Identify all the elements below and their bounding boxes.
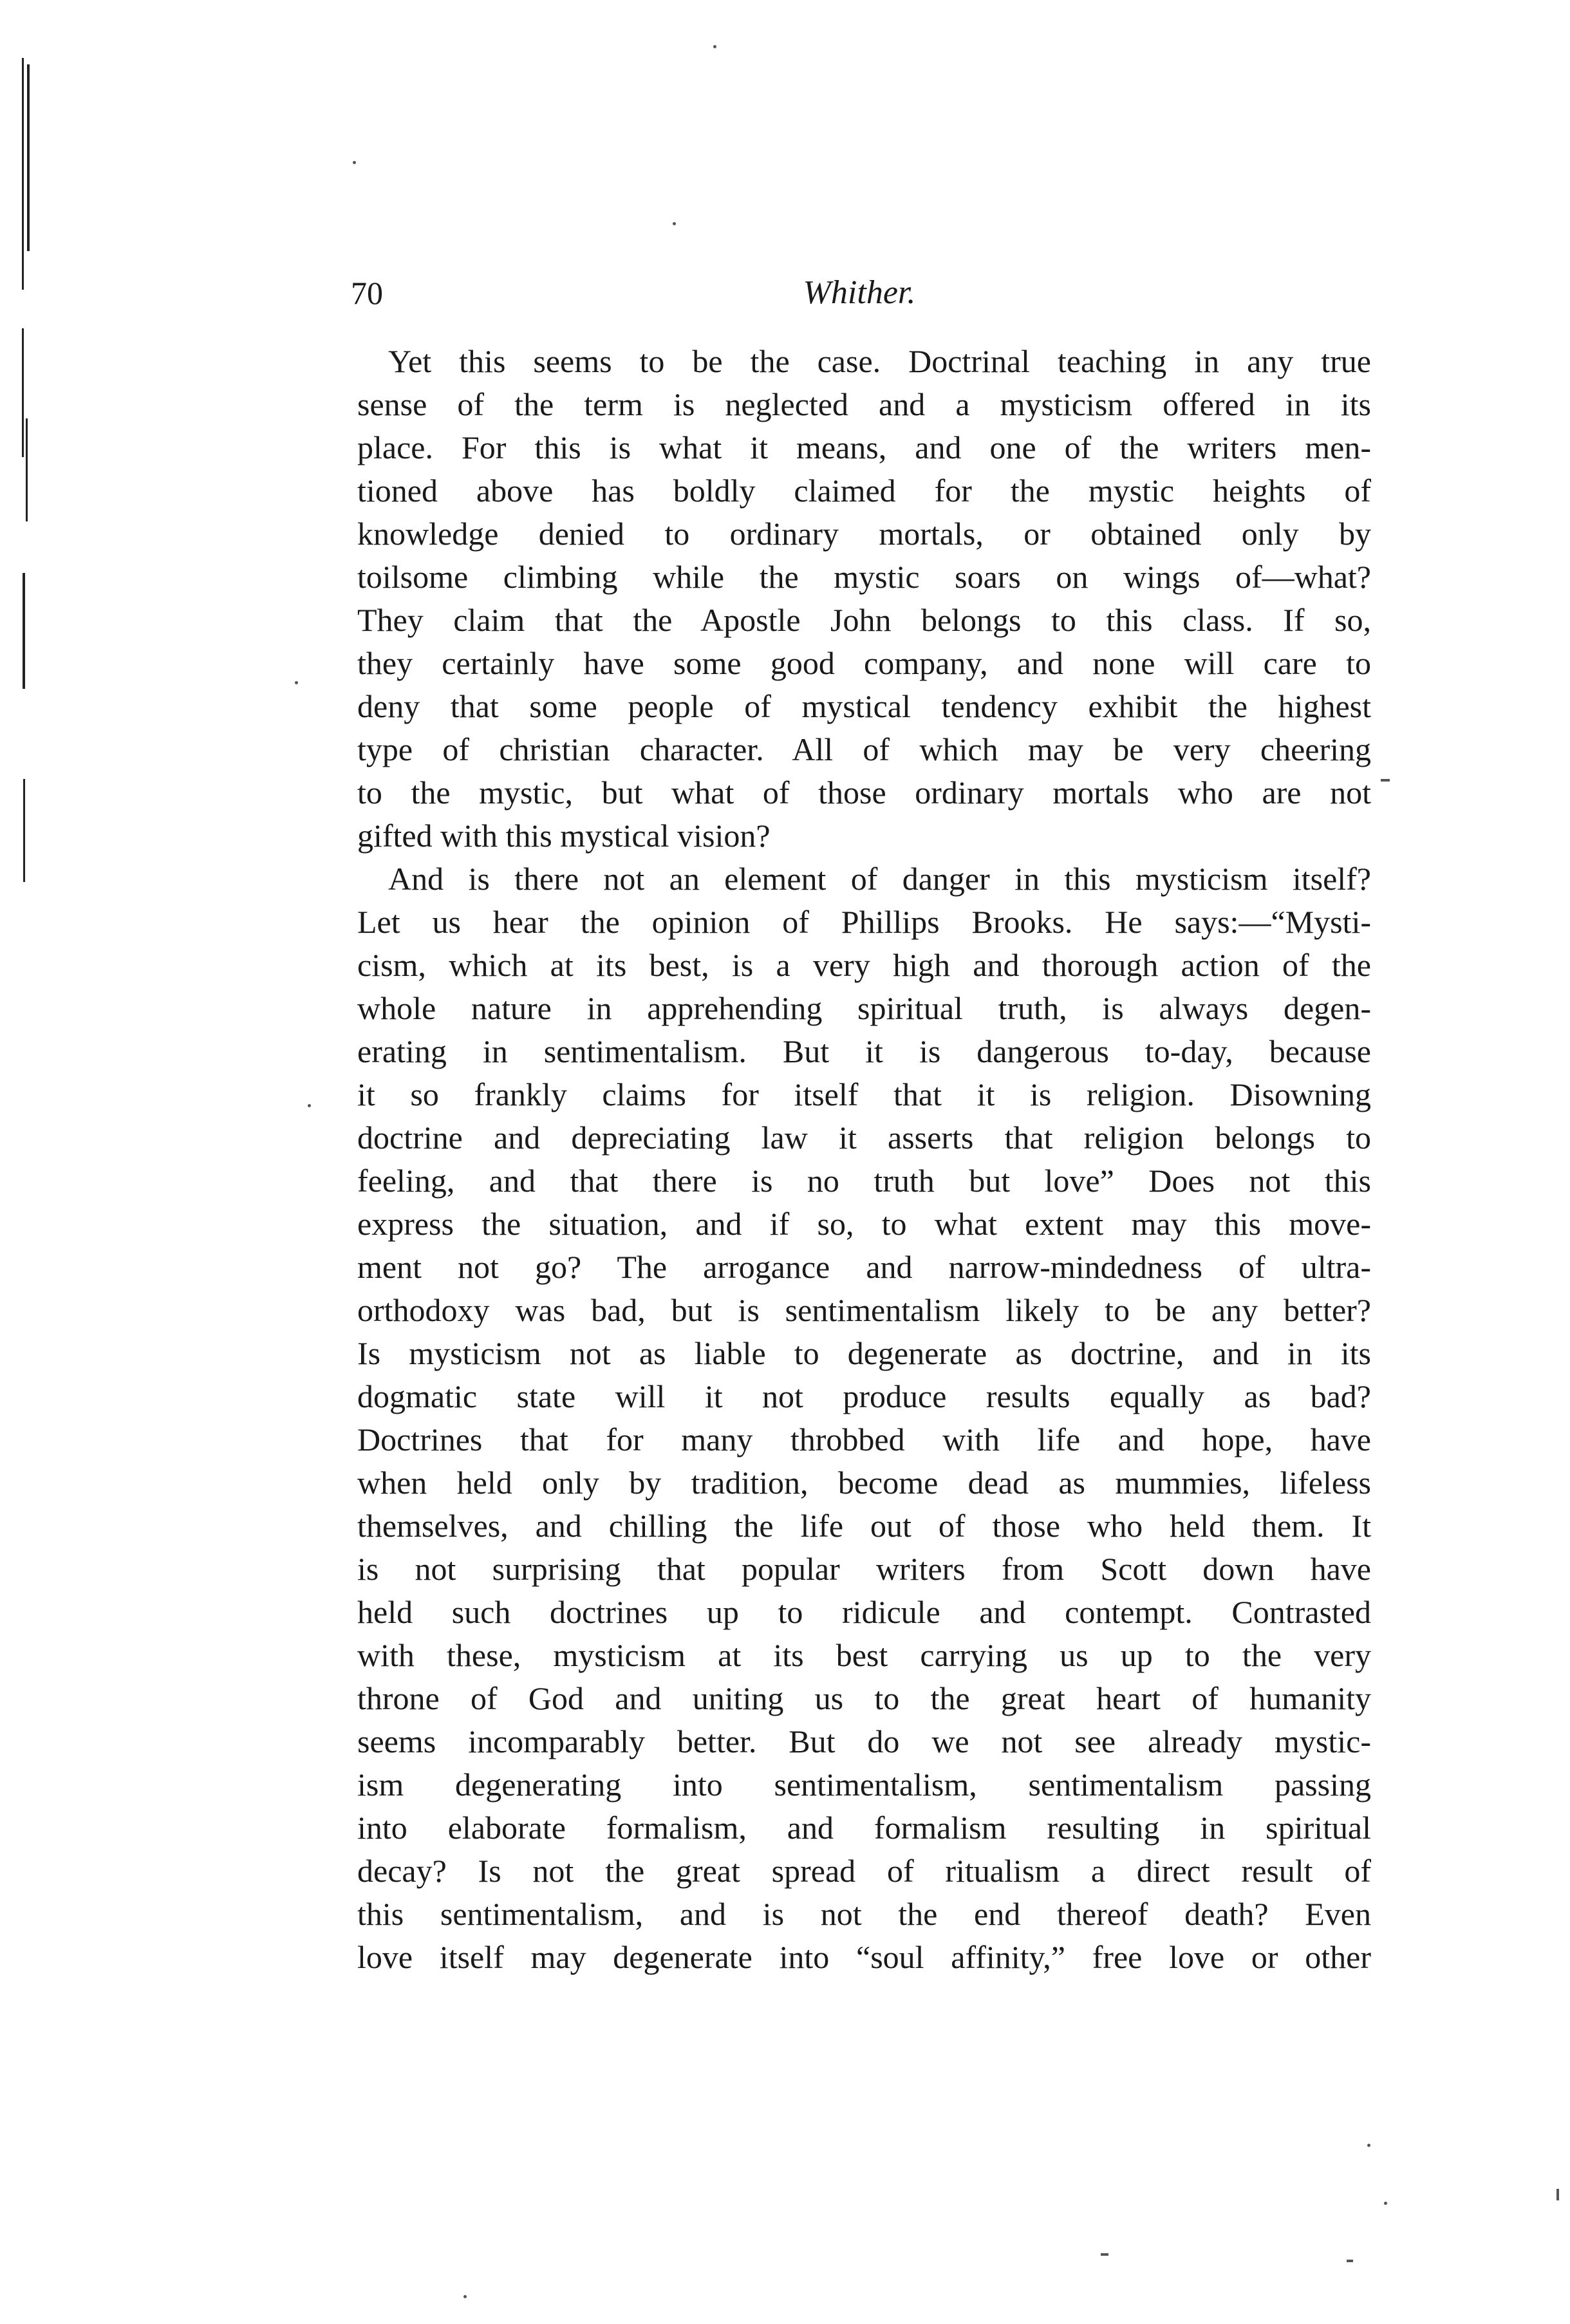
text-line: erating in sentimentalism. But it is dangerous to-day, because	[357, 1033, 1371, 1069]
text-line: feeling, and that there is no truth but love” Does not this	[357, 1163, 1371, 1199]
scan-speck	[353, 161, 356, 164]
running-title: Whither.	[803, 274, 916, 311]
text-line: ism degenerating into sentimentalism, sentimentalism passing	[357, 1766, 1371, 1803]
text-line: orthodoxy was bad, but is sentimentalism likely to be any better?	[357, 1292, 1371, 1328]
text-line: cism, which at its best, is a very high and thorough action of the	[357, 947, 1371, 983]
scan-speck	[295, 681, 298, 684]
text-line: type of christian character. All of which may be very cheering	[357, 731, 1371, 767]
scan-mark	[22, 58, 24, 290]
text-line: love itself may degenerate into “soul affinity,” free love or other	[357, 1939, 1371, 1975]
text-line: Let us hear the opinion of Phillips Brooks. He says:—“Mysti-	[357, 904, 1371, 940]
scan-mark	[23, 779, 25, 882]
scan-speck	[673, 222, 676, 225]
text-line: place. For this is what it means, and one of the writers men-	[357, 429, 1371, 465]
scan-speck	[1367, 2144, 1370, 2147]
body-text	[357, 340, 1371, 1979]
text-line: it so frankly claims for itself that it is religion. Disowning	[357, 1076, 1371, 1112]
text-line: decay? Is not the great spread of ritualism a direct result of	[357, 1853, 1371, 1889]
text-line: dogmatic state will it not produce results equally as bad?	[357, 1378, 1371, 1414]
text-line: Doctrines that for many throbbed with life and hope, have	[357, 1421, 1371, 1457]
scan-mark	[22, 328, 24, 457]
scan-mark	[27, 64, 30, 251]
text-line: They claim that the Apostle John belongs to this class. If so,	[357, 602, 1371, 638]
text-line: gifted with this mystical vision?	[357, 818, 771, 854]
text-line: they certainly have some good company, and none will care to	[357, 645, 1371, 681]
scan-speck	[463, 2295, 467, 2298]
text-line: Is mysticism not as liable to degenerate as doctrine, and in its	[357, 1335, 1371, 1371]
text-line: whole nature in apprehending spiritual truth, is always degen-	[357, 990, 1371, 1026]
text-line: this sentimentalism, and is not the end thereof death? Even	[357, 1896, 1371, 1932]
scan-speck	[1384, 2202, 1387, 2205]
text-line: toilsome climbing while the mystic soars on wings of—what?	[357, 559, 1371, 595]
text-line: throne of God and uniting us to the great heart of humanity	[357, 1680, 1371, 1716]
text-line: when held only by tradition, become dead as mummies, lifeless	[357, 1465, 1371, 1501]
scan-speck	[308, 1104, 311, 1107]
text-line: And is there not an element of danger in this mysticism itself?	[388, 861, 1371, 897]
text-line: seems incomparably better. But do we not see already mystic-	[357, 1723, 1371, 1759]
text-line: held such doctrines up to ridicule and contempt. Contrasted	[357, 1594, 1371, 1630]
text-line: into elaborate formalism, and formalism resulting in spiritual	[357, 1810, 1371, 1846]
text-line: is not surprising that popular writers from Scott down have	[357, 1551, 1371, 1587]
scan-mark	[23, 573, 25, 689]
scan-speck	[713, 45, 716, 48]
text-line: deny that some people of mystical tendency exhibit the highest	[357, 688, 1371, 724]
page-header	[351, 270, 1368, 315]
text-line: tioned above has boldly claimed for the mystic heights of	[357, 473, 1371, 509]
scan-mark	[26, 418, 28, 521]
page-number: 70	[351, 275, 383, 311]
text-line: express the situation, and if so, to what extent may this move-	[357, 1206, 1371, 1242]
text-line: Yet this seems to be the case. Doctrinal teaching in any true	[388, 343, 1371, 379]
text-line: doctrine and depreciating law it asserts that religion belongs to	[357, 1120, 1371, 1156]
scan-margin-artifacts	[19, 58, 39, 895]
text-line: sense of the term is neglected and a mysticism offered in its	[357, 386, 1371, 422]
scan-speck	[1347, 2260, 1353, 2262]
text-line: themselves, and chilling the life out of those who held them. It	[357, 1508, 1371, 1544]
text-line: with these, mysticism at its best carrying us up to the very	[357, 1637, 1371, 1673]
text-line: ment not go? The arrogance and narrow-mindedness of ultra-	[357, 1249, 1371, 1285]
scan-speck	[1556, 2189, 1559, 2200]
text-line: to the mystic, but what of those ordinary mortals who are not	[357, 774, 1371, 811]
scan-speck	[1101, 2253, 1108, 2256]
text-line: knowledge denied to ordinary mortals, or obtained only by	[357, 516, 1371, 552]
scan-speck	[1381, 779, 1390, 782]
